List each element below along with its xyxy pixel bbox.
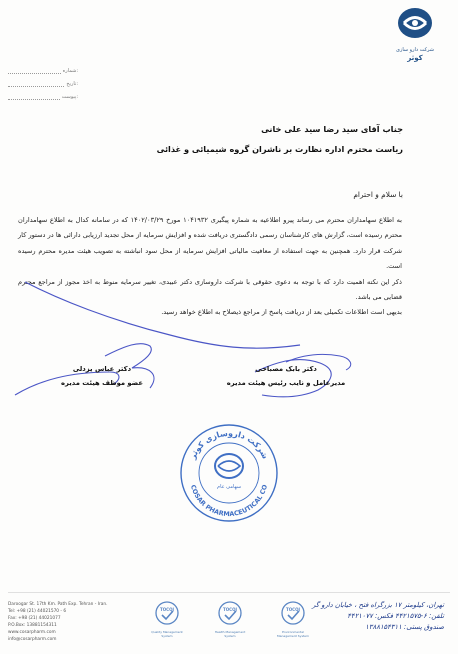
cert-label: Environmental Management System [277,630,309,638]
svg-text:TOCQI: TOCQI [160,607,174,612]
body-paragraph: به اطلاع سهامداران محترم می رساند پیرو اطلاعیه به شماره پیگیری ۱۰۴۱۹۳۲ مورخ ۱۴۰۲/۰۳/۲۹ که در سامانه کدال به اطلاع سهامداران محترم رسیده است، گزارش های کارشناسان رسمی دادگستری دریافت شده و افزایش سرمایه از محل تجدید ارزیابی دارائی ها در دستور کار شرکت قرار دارد. همچنین به جهت استفاده از معافیت مالیاتی افزایش سرمایه از محل سود انباشته به تصویب هیئت مدیره محترم رسیده است. [18,216,402,271]
signature-ceo [226,362,346,390]
footer-divider [8,592,450,593]
tocqi-badge-icon [217,600,243,626]
salutation: با سلام و احترام [353,190,403,199]
address-line: Tel: +98 (21) 44021570 - 6 [8,609,67,614]
body-paragraph: بدیهی است اطلاعات تکمیلی بعد از دریافت پاسخ از مراجع ذیصلاح به اطلاع خواهد رسید. [161,308,402,317]
tocqi-badge-icon [154,600,180,626]
signer-title: مدیرعامل و نایب رئیس هیئت مدیره [226,379,346,387]
cosar-logo-icon [394,6,436,42]
attachment-line [8,93,60,100]
addressee-title: ریاست محترم اداره نظارت بر ناشران گروه شیمیائی و غذائی [156,144,403,154]
company-stamp [178,422,280,524]
tocqi-badge-icon [280,600,306,626]
address-line: Fax: +98 (21) 44021077 [8,616,61,621]
stamp-text-en: COSAR PHARMACEUTICAL CO [188,483,270,519]
date-label: تاریخ: [66,80,78,87]
certification-badges [150,600,310,638]
signer-title: عضو موظف هیئت مدیره [60,379,144,387]
address-line: تلفن: ۶-۴۴۲۱۵۷۵ فکس: ۴۴۲۱۰۷۷ [347,612,444,620]
cert-health [213,600,247,638]
svg-text:TOCQI: TOCQI [286,607,300,612]
company-name: کوثر [407,54,423,62]
attachment-label: پیوست: [61,93,78,100]
number-field [8,64,78,77]
cert-quality [150,600,184,638]
address-line: P.O.Box: 13881154311 [8,623,57,628]
footer-address-fa [304,600,444,633]
signer-name: دکتر بابک مصباحی [255,365,317,373]
cert-label: Health Management System [214,630,246,638]
footer-address-en [8,601,107,643]
addressee-block [43,119,403,159]
attachment-field [8,90,78,103]
date-field [8,77,78,90]
addressee-name: جناب آقای سید رضا سید علی خانی [261,124,403,134]
svg-text:TOCQI: TOCQI [223,607,237,612]
company-subtitle: شرکت دارو سازی [396,47,434,53]
letter-meta-fields [8,64,78,103]
date-line [8,80,64,87]
company-logo [386,6,444,62]
cert-label: Quality Management System [151,630,183,638]
address-line: www.cosarpharm.com [8,630,56,635]
address-line: info@cosarpharm.com [8,637,57,642]
stamp-text-fa: شرکت داروسازی کوثر [188,428,270,461]
number-label: شماره: [62,67,78,74]
address-line: Daroogar St. 17th Km. Path Exp. Tehran - Iran. [8,602,108,607]
body-paragraph: ذکر این نکته اهمیت دارد که با توجه به دعوی حقوقی با شرکت داروسازی دکتر عبیدی، تغییر سرمایه منوط به اخذ مجوز از مراجع محترم قضایی می باشد. [18,277,402,302]
stamp-logo-icon [215,454,243,478]
number-line [8,67,61,74]
signer-name: دکتر عباس یزدلی [72,365,132,373]
signature-board-member [47,362,157,390]
address-line: تهران، کیلومتر ۱۷ بزرگراه فتح ، خیابان دارو گر [312,601,444,609]
address-line: صندوق پستی: ۱۳۸۸۱۵۴۳۱۱ [365,623,444,631]
stamp-small-text: سهامی عام [216,484,242,490]
letter-body [18,213,402,321]
